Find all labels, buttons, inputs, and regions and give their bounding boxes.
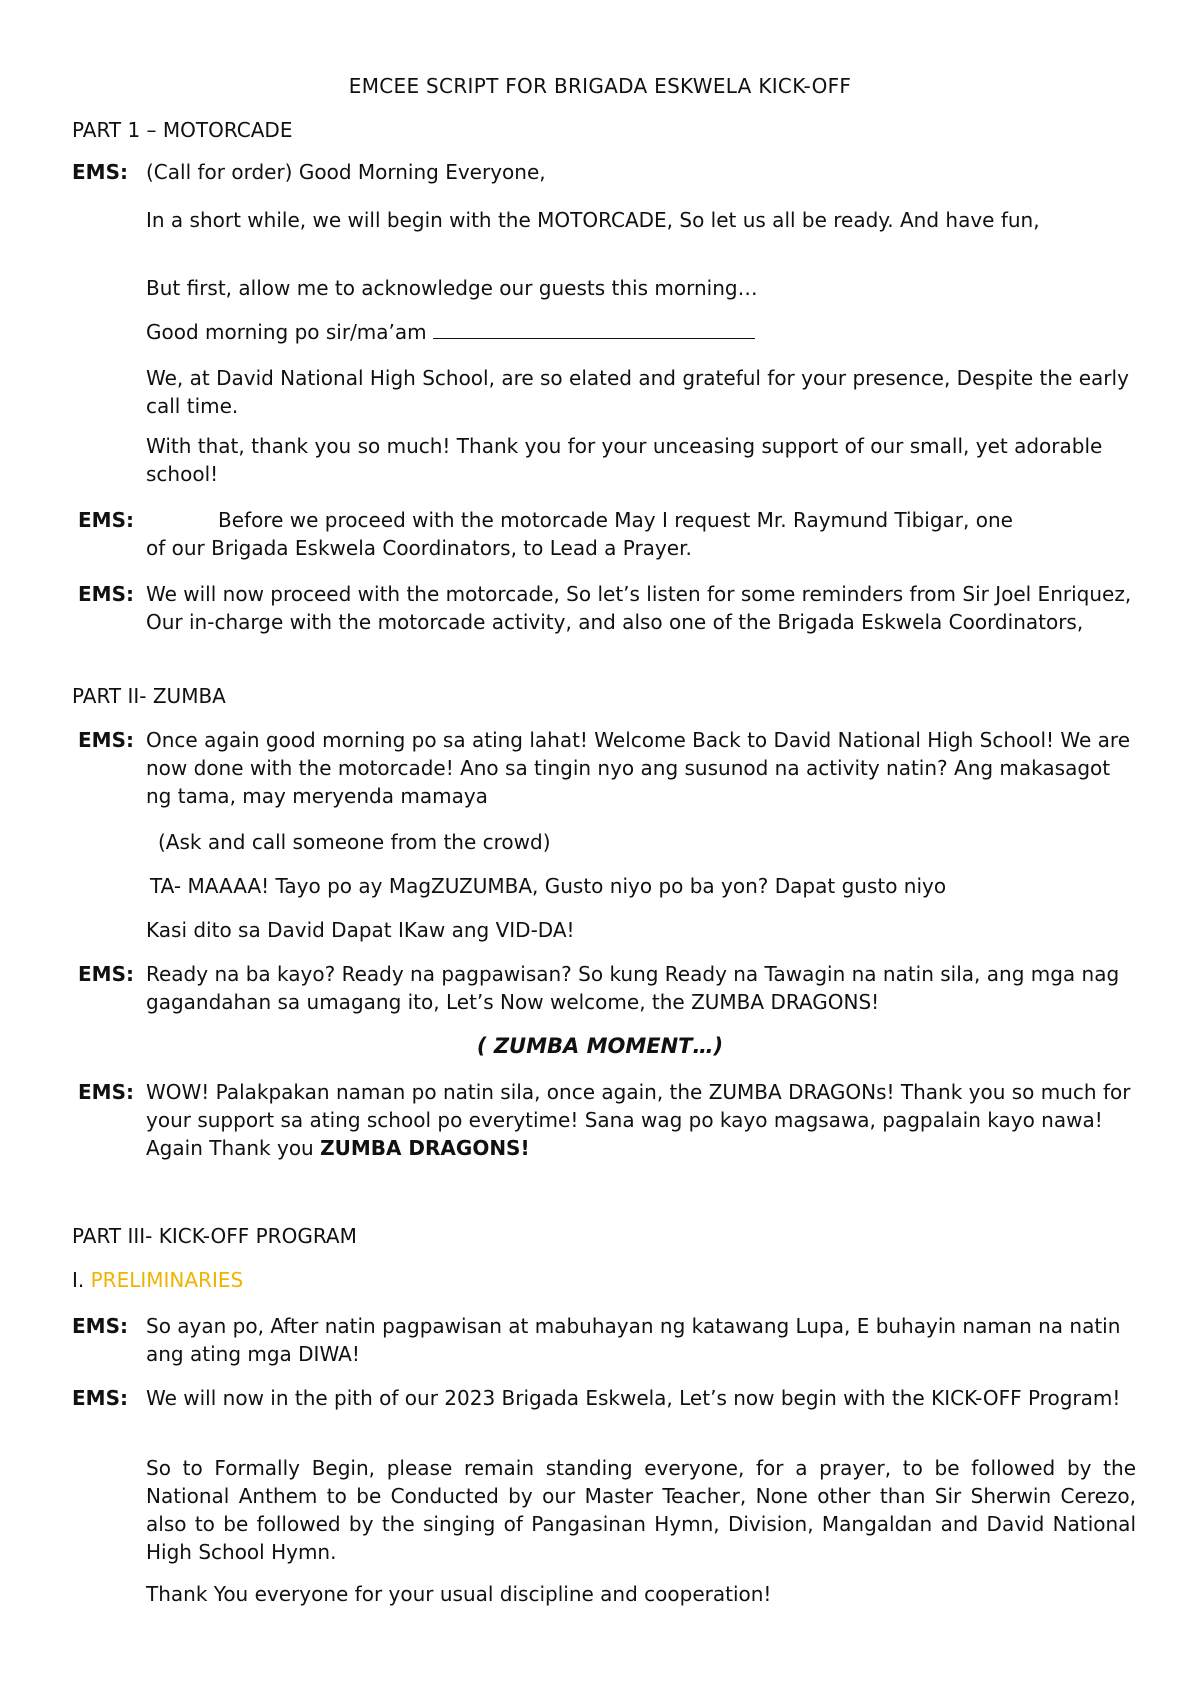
- greeting-text: Good morning po sir/ma’am: [146, 320, 433, 344]
- part1-paragraph-5: We, at David National High School, are so elated and grateful for your presence, Despite the early call time.: [146, 366, 1129, 418]
- speaker-label: EMS:: [72, 1314, 128, 1338]
- zumba-moment-heading: ( ZUMBA MOMENT…): [476, 1034, 724, 1058]
- speaker-label: EMS:: [78, 1080, 134, 1104]
- part2-paragraph-2: (Ask and call someone from the crowd): [158, 830, 551, 854]
- part3-heading: PART III- KICK-OFF PROGRAM: [72, 1224, 357, 1248]
- document-title: EMCEE SCRIPT FOR BRIGADA ESKWELA KICK-OFF: [348, 74, 852, 98]
- thanks-text: WOW! Palakpakan naman po natin sila, once again, the ZUMBA DRAGONs! Thank you so much for your support sa ating school po everytime! Sana wag po kayo magsawa, pagpalain kayo nawa! Again Thank you: [146, 1080, 1131, 1160]
- part1-heading: PART 1 – MOTORCADE: [72, 118, 293, 142]
- speaker-label: EMS:: [72, 1386, 128, 1410]
- name-blank-line: [433, 318, 755, 339]
- part1-paragraph-8: We will now proceed with the motorcade, So let’s listen for some reminders from Sir Joel Enriquez, Our in-charge with the motorcade activity, and also one of the Brigada Eskwela Coordinators,: [146, 582, 1132, 634]
- part2-heading: PART II- ZUMBA: [72, 684, 226, 708]
- part2-paragraph-6: [146, 1078, 1136, 1162]
- speaker-label: EMS:: [78, 962, 134, 986]
- part3-paragraph-2: We will now in the pith of our 2023 Brigada Eskwela, Let’s now begin with the KICK-OFF Program!: [146, 1386, 1121, 1410]
- subheading-label: PRELIMINARIES: [90, 1268, 244, 1292]
- part1-paragraph-2: In a short while, we will begin with the MOTORCADE, So let us all be ready. And have fun,: [146, 208, 1040, 232]
- part3-paragraph-1: So ayan po, After natin pagpawisan at mabuhayan ng katawang Lupa, E buhayin naman na natin ang ating mga DIWA!: [146, 1314, 1121, 1366]
- part2-paragraph-4: Kasi dito sa David Dapat IKaw ang VID-DA!: [146, 918, 575, 942]
- subheading-number: I.: [72, 1268, 85, 1292]
- part1-paragraph-7b: of our Brigada Eskwela Coordinators, to Lead a Prayer.: [146, 536, 692, 560]
- part2-paragraph-3: TA- MAAAA! Tayo po ay MagZUZUMBA, Gusto niyo po ba yon? Dapat gusto niyo: [150, 874, 947, 898]
- part3-paragraph-3: So to Formally Begin, please remain standing everyone, for a prayer, to be followed by the National Anthem to be Conducted by our Master Teacher, None other than Sir Sherwin Cerezo, also to be followed by the singing of Pangasinan Hymn, Division, Mangaldan and David National High School Hymn.: [146, 1456, 1136, 1564]
- preliminaries-subheading: [72, 1266, 243, 1294]
- part1-paragraph-4: [146, 318, 1136, 346]
- part1-paragraph-3: But first, allow me to acknowledge our guests this morning…: [146, 276, 758, 300]
- speaker-label: EMS:: [78, 582, 134, 606]
- part1-paragraph-6: With that, thank you so much! Thank you for your unceasing support of our small, yet adorable school!: [146, 434, 1103, 486]
- speaker-label: EMS:: [78, 728, 134, 752]
- speaker-label: EMS:: [78, 508, 134, 532]
- speaker-label: EMS:: [72, 160, 128, 184]
- part1-paragraph-7a: Before we proceed with the motorcade May I request Mr. Raymund Tibigar, one: [218, 508, 1013, 532]
- zumba-dragons-emphasis: ZUMBA DRAGONS!: [320, 1136, 530, 1160]
- part3-paragraph-4: Thank You everyone for your usual discipline and cooperation!: [146, 1582, 772, 1606]
- part2-paragraph-5: Ready na ba kayo? Ready na pagpawisan? So kung Ready na Tawagin na natin sila, ang mga nag gagandahan sa umagang ito, Let’s Now welcome, the ZUMBA DRAGONS!: [146, 962, 1120, 1014]
- part2-paragraph-1: Once again good morning po sa ating lahat! Welcome Back to David National High School! We are now done with the motorcade! Ano sa tingin nyo ang susunod na activity natin? Ang makasagot ng tama, may meryenda mamaya: [146, 728, 1131, 808]
- part1-paragraph-1: (Call for order) Good Morning Everyone,: [146, 160, 546, 184]
